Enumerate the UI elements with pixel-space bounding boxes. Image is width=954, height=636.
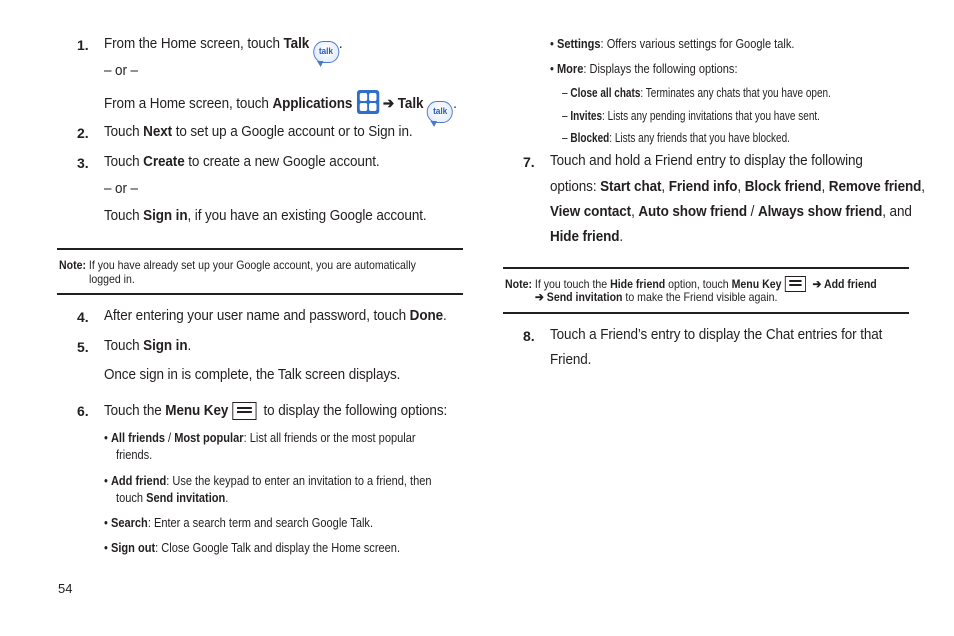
bullet-settings: • Settings: Offers various settings for Google talk. bbox=[550, 36, 795, 51]
step-5-result: Once sign in is complete, the Talk screen displays. bbox=[104, 367, 401, 383]
sub-invites: – Invites: Lists any pending invitations that you have sent. bbox=[562, 109, 820, 123]
note-left: Note: If you have already set up your Google account, you are automatically bbox=[59, 258, 416, 272]
step-3-text: Touch Create to create a new Google account. bbox=[104, 154, 380, 170]
step-6-text: Touch the Menu Key to display the following options: bbox=[104, 403, 448, 419]
applications-icon bbox=[357, 90, 379, 114]
note-rule-bottom bbox=[57, 293, 463, 295]
note-right: Note: If you touch the Hide friend option, touch Menu Key ➔ Add friend bbox=[505, 277, 877, 291]
step-7-line-2: options: Start chat, Friend info, Block friend, Remove friend, bbox=[550, 179, 925, 195]
step-7-line-4: Hide friend. bbox=[550, 229, 624, 245]
bullet-sign-out: • Sign out: Close Google Talk and display the Home screen. bbox=[104, 540, 401, 555]
step-8-line-2: Friend. bbox=[550, 352, 592, 368]
step-number: 4. bbox=[77, 309, 89, 325]
step-number: 3. bbox=[77, 155, 89, 171]
talk-icon: talk bbox=[313, 41, 339, 63]
talk-icon: talk bbox=[427, 101, 453, 123]
note-rule-top bbox=[57, 248, 463, 250]
step-number: 2. bbox=[77, 125, 89, 141]
page-number: 54 bbox=[58, 581, 73, 596]
sub-close-all-chats: – Close all chats: Terminates any chats that you have open. bbox=[562, 86, 831, 100]
bullet-more: • More: Displays the following options: bbox=[550, 61, 738, 76]
bullet-add-friend: • Add friend: Use the keypad to enter an invitation to a friend, then bbox=[104, 473, 432, 488]
step-7-line-1: Touch and hold a Friend entry to display the following bbox=[550, 153, 863, 169]
bullet-search: • Search: Enter a search term and search Google Talk. bbox=[104, 515, 374, 530]
bullet-add-friend-cont: touch Send invitation. bbox=[116, 490, 229, 505]
step-3-alt: Touch Sign in, if you have an existing Google account. bbox=[104, 208, 427, 224]
menu-key-icon bbox=[785, 276, 806, 292]
note-rule-bottom bbox=[503, 312, 909, 314]
menu-key-icon bbox=[232, 402, 256, 420]
note-left-line-2: logged in. bbox=[89, 272, 135, 286]
step-4-text: After entering your user name and password, touch Done. bbox=[104, 308, 447, 324]
note-right-line-2: ➔ Send invitation to make the Friend visible again. bbox=[535, 290, 778, 304]
step-8-line-1: Touch a Friend’s entry to display the Chat entries for that bbox=[550, 327, 883, 343]
step-number: 8. bbox=[523, 328, 535, 344]
note-rule-top bbox=[503, 267, 909, 269]
step-number: 7. bbox=[523, 154, 535, 170]
sub-blocked: – Blocked: Lists any friends that you have blocked. bbox=[562, 131, 790, 145]
step-5-text: Touch Sign in. bbox=[104, 338, 192, 354]
step-1-line-1: From the Home screen, touch Talk talk . bbox=[104, 36, 343, 63]
step-number: 5. bbox=[77, 339, 89, 355]
or-separator: – or – bbox=[104, 63, 138, 79]
step-number: 6. bbox=[77, 403, 89, 419]
step-1-line-2: From a Home screen, touch Applications ➔ Talk talk . bbox=[104, 90, 457, 123]
bullet-all-friends-cont: friends. bbox=[116, 447, 153, 462]
step-7-line-3: View contact, Auto show friend / Always show friend, and bbox=[550, 204, 912, 220]
or-separator: – or – bbox=[104, 181, 138, 197]
step-2-text: Touch Next to set up a Google account or to Sign in. bbox=[104, 124, 413, 140]
step-number: 1. bbox=[77, 37, 89, 53]
bullet-all-friends: • All friends / Most popular: List all friends or the most popular bbox=[104, 430, 416, 445]
